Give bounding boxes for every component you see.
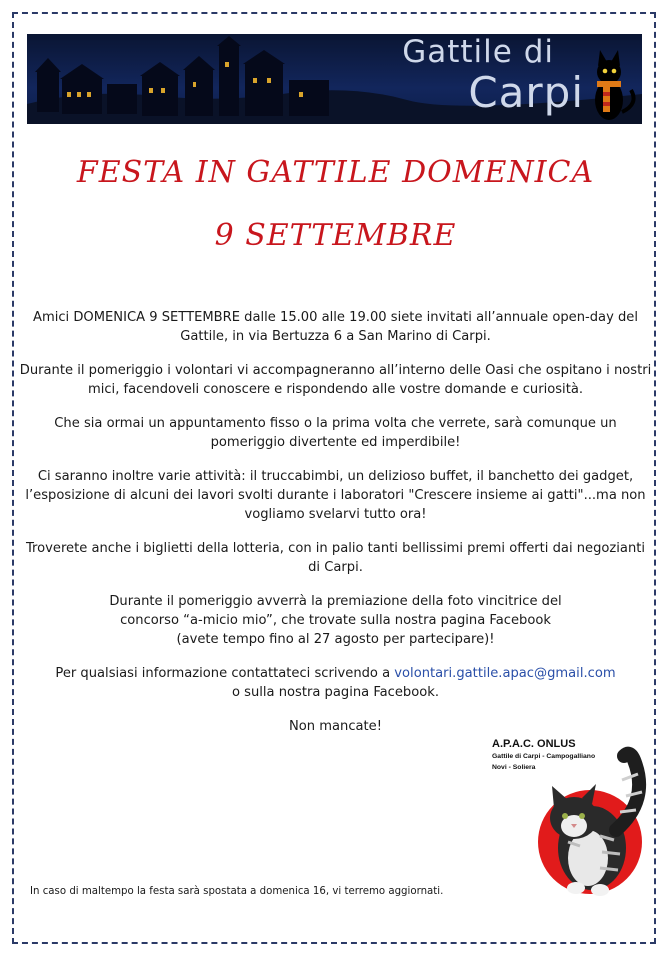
banner-title-line1: Gattile di <box>402 34 554 70</box>
footnote: In caso di maltempo la festa sarà spostata a domenica 16, vi terremo aggiornati. <box>30 886 444 897</box>
headline-line2: 9 SETTEMBRE <box>214 218 457 253</box>
cat-red-circle-icon <box>530 740 655 900</box>
banner-title-line2: Carpi <box>468 68 584 117</box>
apac-name: A.P.A.C. ONLUS <box>492 738 576 750</box>
paragraph-volunteers: Durante il pomeriggio i volontari vi accompagneranno all’interno delle Oasi che ospitano i nostri mici, facendoveli conoscere e rispondendo alle vostre domande e curiosità. <box>19 363 652 397</box>
paragraph-invite: Amici DOMENICA 9 SETTEMBRE dalle 15.00 alle 19.00 siete invitati all’annuale open-day del Gattile, in via Bertuzza 6 a San Marino di Carpi. <box>33 310 638 344</box>
contact-suffix: o sulla nostra pagina Facebook. <box>231 685 440 700</box>
apac-sub-line2: Novi - Soliera <box>492 764 536 771</box>
headline-line1: FESTA IN GATTILE DOMENICA <box>76 155 595 190</box>
paragraph-activities: Ci saranno inoltre varie attività: il truccabimbi, un delizioso buffet, il banchetto dei gadget, l’esposizione di alcuni dei lavori svolti durante i laboratori "Crescere insieme ai gatti"...ma non vogliamo svelarvi tutto ora! <box>25 469 646 522</box>
header-banner <box>27 34 642 124</box>
contest-line3: (avete tempo fino al 27 agosto per partecipare)! <box>176 632 495 647</box>
contest-line1: Durante il pomeriggio avverrà la premiazione della foto vincitrice del <box>109 594 562 609</box>
paragraph-contest <box>18 592 653 649</box>
paragraph-contact <box>18 664 653 702</box>
paragraph-closing: Non mancate! <box>288 719 382 734</box>
apac-sub-line1: Gattile di Carpi - Campogalliano <box>492 753 596 760</box>
contact-prefix: Per qualsiasi informazione contattateci scrivendo a <box>55 666 395 681</box>
black-cat-scarf-icon <box>595 50 634 120</box>
paragraph-appointment: Che sia ormai un appuntamento fisso o la prima volta che verrete, sarà comunque un pomeriggio divertente ed imperdibile! <box>54 416 617 450</box>
contact-email-link[interactable]: volontari.gattile.apac@gmail.com <box>394 666 616 681</box>
banner-title <box>402 34 584 117</box>
paragraph-lottery: Troverete anche i biglietti della lotteria, con in palio tanti bellissimi premi offerti dai negozianti di Carpi. <box>25 541 646 575</box>
invitation-body <box>18 308 653 751</box>
contest-line2: concorso “a-micio mio”, che trovate sulla nostra pagina Facebook <box>120 613 551 628</box>
